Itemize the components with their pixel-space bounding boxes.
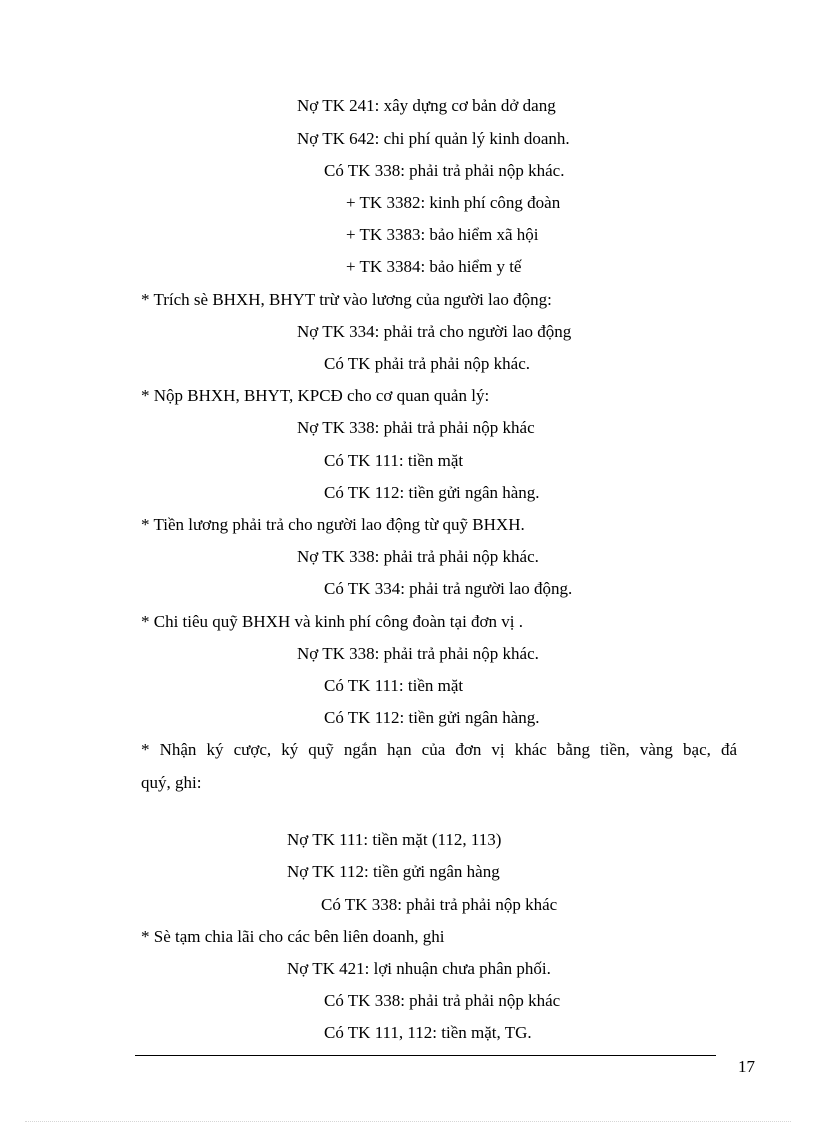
entry-line: Nợ TK 338: phải trả phải nộp khác. [297, 644, 539, 663]
entry-line: Có TK 338: phải trả phải nộp khác [324, 991, 561, 1010]
page-number: 17 [738, 1057, 755, 1076]
entry-line: Có TK 338: phải trả phải nộp khác [321, 895, 558, 914]
entry-line: Nợ TK 642: chi phí quản lý kinh doanh. [297, 129, 570, 148]
entry-line: Nợ TK 338: phải trả phải nộp khác [297, 418, 535, 437]
footer-divider [135, 1055, 716, 1056]
entry-line: Có TK phải trả phải nộp khác. [324, 354, 531, 373]
entry-line: Có TK 334: phải trả người lao động. [324, 579, 573, 598]
entry-line: Có TK 111: tiền mặt [324, 676, 464, 695]
entry-line: Nợ TK 111: tiền mặt (112, 113) [287, 830, 502, 849]
entry-line: + TK 3382: kinh phí công đoàn [346, 193, 561, 212]
entry-line: Nợ TK 334: phải trả cho người lao động [297, 322, 572, 341]
entry-line: + TK 3384: bảo hiểm y tế [346, 257, 522, 276]
section-heading-continued: quý, ghi: [141, 773, 202, 792]
section-heading: * Nộp BHXH, BHYT, KPCĐ cho cơ quan quản lý: [141, 386, 490, 405]
section-heading: * Trích sè BHXH, BHYT trừ vào lương của người lao động: [141, 290, 552, 309]
entry-line: Có TK 338: phải trả phải nộp khác. [324, 161, 565, 180]
entry-line: + TK 3383: bảo hiểm xã hội [346, 225, 539, 244]
section-heading: * Chi tiêu quỹ BHXH và kinh phí công đoàn tại đơn vị . [141, 612, 524, 631]
entry-line: Nợ TK 338: phải trả phải nộp khác. [297, 547, 539, 566]
section-heading: * Tiền lương phải trả cho người lao động từ quỹ BHXH. [141, 515, 525, 534]
section-heading: * Nhận ký cược, ký quỹ ngắn hạn của đơn vị khác bằng tiền, vàng bạc, đá [141, 740, 737, 759]
entry-line: Có TK 111, 112: tiền mặt, TG. [324, 1023, 532, 1042]
entry-line: Nợ TK 421: lợi nhuận chưa phân phối. [287, 959, 551, 978]
section-heading: * Sè tạm chia lãi cho các bên liên doanh, ghi [141, 927, 445, 946]
entry-line: Có TK 111: tiền mặt [324, 451, 464, 470]
entry-line: Có TK 112: tiền gửi ngân hàng. [324, 708, 540, 727]
page-bottom-edge [25, 1121, 791, 1122]
entry-line: Nợ TK 241: xây dựng cơ bản dở dang [297, 96, 556, 115]
entry-line: Có TK 112: tiền gửi ngân hàng. [324, 483, 540, 502]
entry-line: Nợ TK 112: tiền gửi ngân hàng [287, 862, 500, 881]
